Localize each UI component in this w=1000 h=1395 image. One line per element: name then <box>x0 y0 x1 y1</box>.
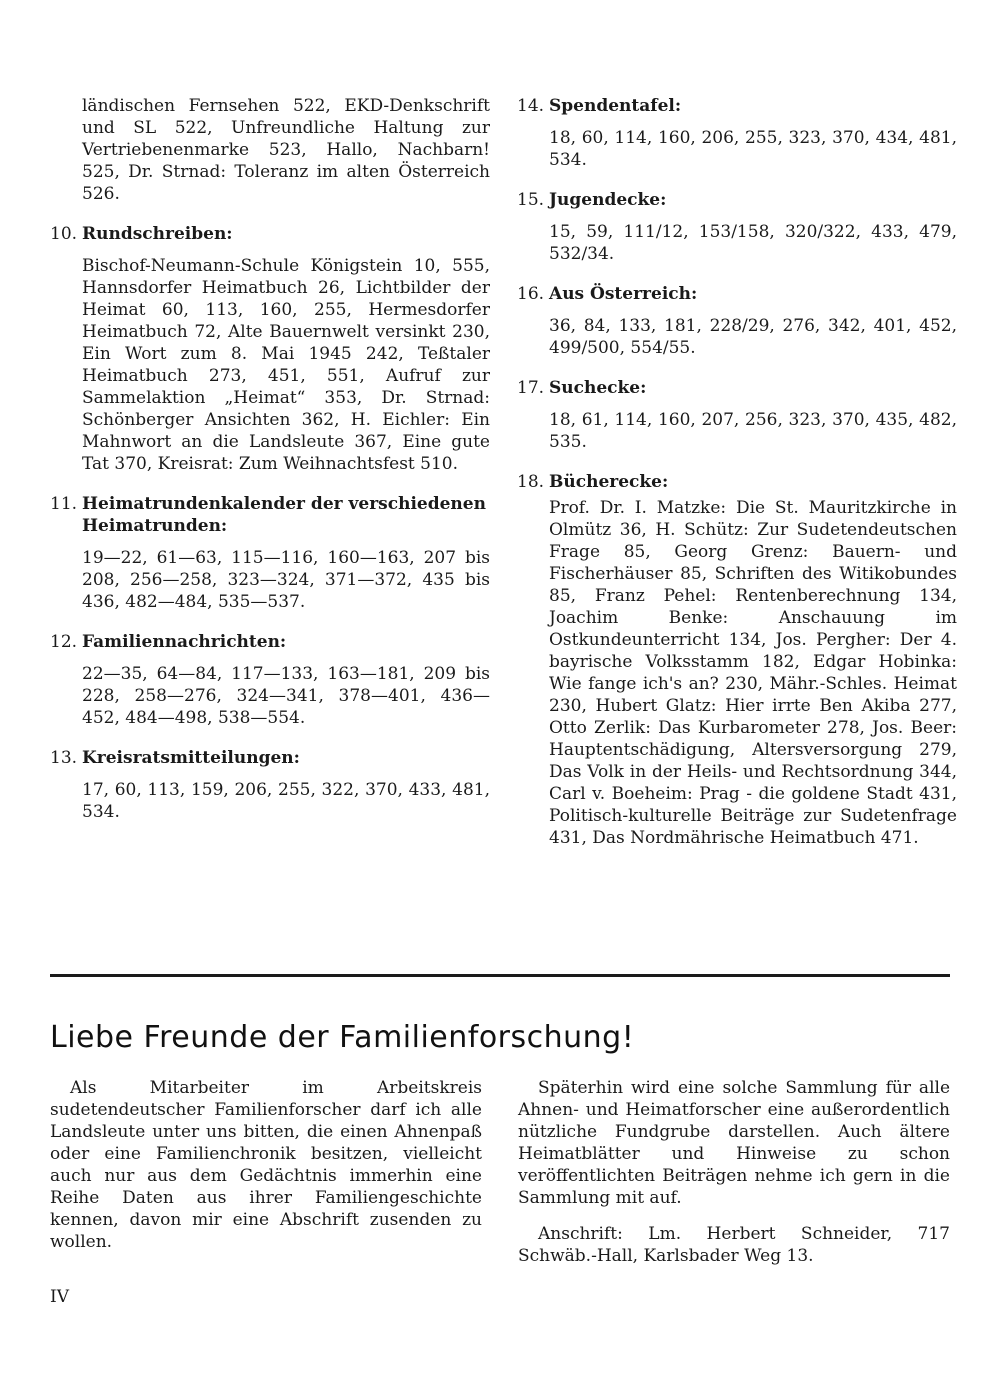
section-number: 12. <box>50 632 78 652</box>
section-title: Bücherecke: <box>549 472 669 492</box>
section-number: 18. <box>517 472 545 492</box>
section-body: 15, 59, 111/12, 153/158, 320/322, 433, 479, 532/34. <box>549 222 957 264</box>
section-heading <box>50 747 490 769</box>
index-section-17 <box>517 377 957 453</box>
section-number: 16. <box>517 284 545 304</box>
section-heading <box>517 189 957 211</box>
section-heading <box>50 493 490 537</box>
section-title: Rundschreiben: <box>82 224 233 244</box>
section-title: Heimatrundenkalender der verschiedenen Heimatrunden: <box>82 494 486 536</box>
section-body: 36, 84, 133, 181, 228/29, 276, 342, 401, 452, 499/500, 554/55. <box>549 316 957 358</box>
section-heading <box>517 95 957 117</box>
article-column-left <box>50 1077 482 1253</box>
section-title: Aus Österreich: <box>549 284 698 304</box>
index-column-right <box>517 95 957 867</box>
section-body: 17, 60, 113, 159, 206, 255, 322, 370, 433, 481, 534. <box>82 780 490 822</box>
section-body: Bischof-Neumann-Schule Königstein 10, 555, Hannsdorfer Heimatbuch 26, Lichtbilder der Heimat 60, 113, 160, 255, Hermesdorfer Heimatbuch 72, Alte Bauernwelt versinkt 230, Ein Wort zum 8. Mai 1945 242, Teßtaler Heimatbuch 273, 451, 551, Aufruf zur Sammelaktion „Heimat“ 353, Dr. Strnad: Schönberger Ansichten 362, H. Eichler: Ein Mahnwort an die Landsleute 367, Eine gute Tat 370, Kreisrat: Zum Weihnachtsfest 510. <box>82 256 490 474</box>
section-title: Jugendecke: <box>549 190 667 210</box>
index-section-16 <box>517 283 957 359</box>
section-body: 19—22, 61—63, 115—116, 160—163, 207 bis 208, 256—258, 323—324, 371—372, 435 bis 436, 482—484, 535—537. <box>82 548 490 612</box>
index-section-14 <box>517 95 957 171</box>
section-title: Familiennachrichten: <box>82 632 287 652</box>
horizontal-divider <box>50 974 950 977</box>
index-section-12 <box>50 631 490 729</box>
section-body: 18, 60, 114, 160, 206, 255, 323, 370, 434, 481, 534. <box>549 128 957 170</box>
section-number: 11. <box>50 494 78 514</box>
section-number: 14. <box>517 96 545 116</box>
section-body: Prof. Dr. I. Matzke: Die St. Mauritzkirche in Olmütz 36, H. Schütz: Zur Sudetendeutschen Frage 85, Georg Grenz: Bauern- und Fischerhäuser 85, Schriften des Witikobundes 85, Franz Pehel: Rentenberechnung 134, Joachim Benke: Anschauung im Ostkundeunterricht 134, Jos. Pergher: Der 4. bayrische Volksstamm 182, Edgar Hobinka: Wie fange ich's an? 230, Mähr.-Schles. Heimat 230, Hubert Glatz: Hier irrte Ben Akiba 277, Otto Zerlik: Das Kurbarometer 278, Jos. Beer: Hauptentschädigung, Altersversorgung 279, Das Volk in der Heils- und Rechtsordnung 344, Carl v. Boeheim: Prag - die goldene Stadt 431, Politisch-kulturelle Beiträge zur Sudetenfrage 431, Das Nordmährische Heimatbuch 471. <box>549 498 957 848</box>
section-heading <box>517 471 957 493</box>
section-number: 15. <box>517 190 545 210</box>
article-paragraph: Späterhin wird eine solche Sammlung für alle Ahnen- und Heimatforscher eine außerordentlich nützliche Fundgrube darstellen. Auch ältere Heimatblätter und Hinweise zu schon veröffentlichten Beiträgen nehme ich gern in die Sammlung mit auf. <box>518 1078 950 1208</box>
section-heading <box>50 631 490 653</box>
article-headline: Liebe Freunde der Familienforschung! <box>50 1020 635 1055</box>
continued-entry-text: ländischen Fernsehen 522, EKD-Denkschrift und SL 522, Unfreundliche Haltung zur Vertriebenenmarke 523, Hallo, Nachbarn! 525, Dr. Strnad: Toleranz im alten Österreich 526. <box>82 96 490 204</box>
index-section-18 <box>517 471 957 849</box>
section-body: 18, 61, 114, 160, 207, 256, 323, 370, 435, 482, 535. <box>549 410 957 452</box>
page-number: IV <box>50 1287 69 1307</box>
article-paragraph: Als Mitarbeiter im Arbeitskreis sudetendeutscher Familienforscher darf ich alle Landsleute unter uns bitten, die einen Ahnenpaß oder eine Familienchronik besitzen, vielleicht auch nur aus dem Gedächtnis immerhin eine Reihe Daten aus ihrer Familiengeschichte kennen, davon mir eine Abschrift zusenden zu wollen. <box>50 1078 482 1252</box>
section-number: 17. <box>517 378 545 398</box>
section-title: Kreisratsmitteilungen: <box>82 748 300 768</box>
section-number: 13. <box>50 748 78 768</box>
section-heading <box>517 283 957 305</box>
section-heading <box>50 223 490 245</box>
index-section-10 <box>50 223 490 475</box>
article-column-right <box>518 1077 950 1267</box>
index-section-13 <box>50 747 490 823</box>
section-body: 22—35, 64—84, 117—133, 163—181, 209 bis 228, 258—276, 324—341, 378—401, 436—452, 484—498, 538—554. <box>82 664 490 728</box>
section-title: Suchecke: <box>549 378 647 398</box>
section-title: Spendentafel: <box>549 96 682 116</box>
index-section-11 <box>50 493 490 613</box>
section-number: 10. <box>50 224 78 244</box>
index-section-15 <box>517 189 957 265</box>
address-paragraph: Anschrift: Lm. Herbert Schneider, 717 Schwäb.-Hall, Karlsbader Weg 13. <box>518 1224 950 1266</box>
index-column-left <box>50 95 490 841</box>
section-heading <box>517 377 957 399</box>
